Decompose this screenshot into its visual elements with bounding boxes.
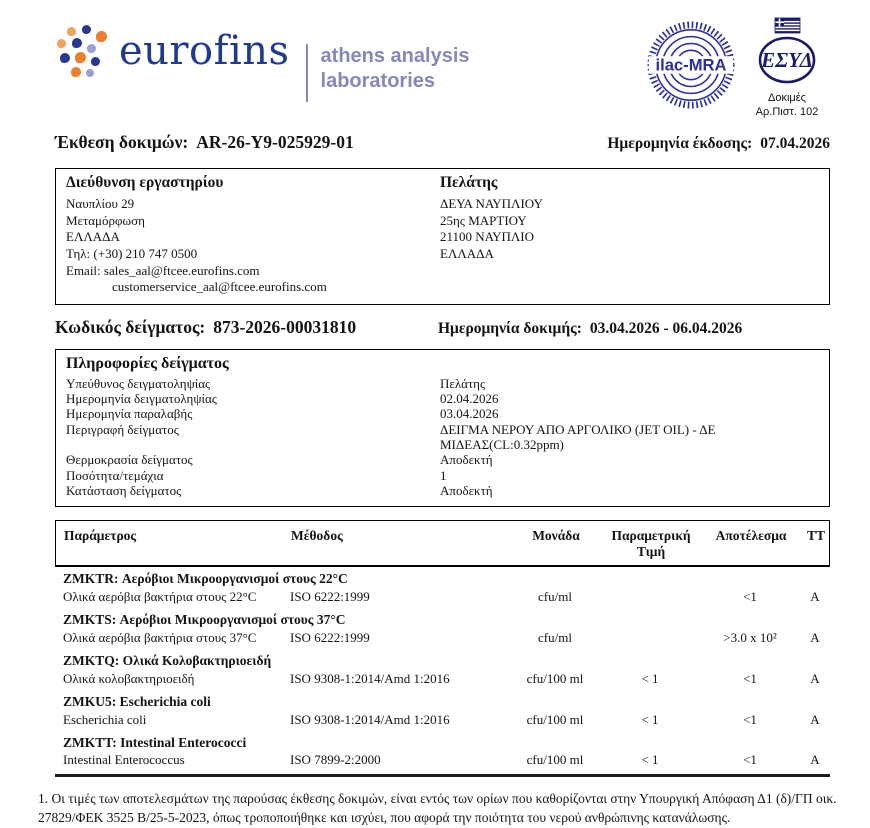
cell-tt: A — [810, 711, 820, 727]
cell-result: <1 — [743, 711, 757, 727]
sample-info-row — [66, 406, 819, 421]
lab-email-1: Email: sales_aal@ftcee.eurofins.com — [66, 262, 260, 278]
sample-info-row — [66, 452, 819, 467]
sample-info-row — [66, 422, 819, 453]
lab-address-column — [66, 174, 440, 296]
cell-parametric: < 1 — [641, 670, 659, 686]
cell-result: <1 — [743, 589, 757, 605]
col-header-result: Αποτέλεσμα — [715, 528, 787, 544]
sample-info-label: Ημερομηνία παραλαβής — [66, 406, 193, 422]
accreditation-marks — [647, 16, 830, 120]
sample-info-value: 02.04.2026 — [440, 391, 499, 407]
sample-info-label: Περιγραφή δείγματος — [66, 421, 179, 437]
sample-info-value: Αποδεκτή — [440, 452, 493, 468]
cell-tt: A — [810, 589, 820, 605]
sub-brand-line2: laboratories — [320, 69, 436, 92]
col-header-parameter: Παράμετρος — [64, 528, 137, 544]
test-date-label: Ημερομηνία δοκιμής: — [438, 319, 582, 337]
ilac-mra-logo-icon — [647, 16, 735, 119]
results-table-header — [55, 520, 830, 567]
esyd-logo-icon — [744, 16, 830, 120]
cell-method: ISO 9308-1:2014/Amd 1:2016 — [290, 670, 450, 686]
cell-method: ISO 9308-1:2014/Amd 1:2016 — [290, 711, 450, 727]
cell-parametric — [600, 590, 700, 605]
cell-method: ISO 7899-2:2000 — [290, 752, 381, 768]
sample-info-box — [55, 349, 830, 508]
cell-unit: cfu/100 ml — [526, 670, 584, 686]
sub-brand-name — [321, 44, 470, 94]
sample-info-label: Θερμοκρασία δείγματος — [66, 452, 193, 468]
cell-unit: cfu/100 ml — [526, 711, 584, 727]
test-date-value: 03.04.2026 - 06.04.2026 — [589, 319, 743, 337]
table-row — [55, 628, 830, 649]
report-number: AR-26-Y9-025929-01 — [196, 132, 354, 152]
sample-info-label: Ημερομηνία δειγματοληψίας — [66, 391, 217, 407]
group-title: ZMKTR: Αερόβιοι Μικροοργανισμοί στους 22°C — [63, 571, 348, 587]
cell-unit: cfu/100 ml — [526, 752, 584, 768]
brand-name: eurofins — [119, 28, 290, 74]
report-title — [55, 132, 354, 153]
ilac-mra-label: ilac-MRA — [655, 55, 727, 75]
cell-parameter: Ολικά κολοβακτηριοειδή — [63, 670, 195, 686]
sample-info-value: 03.04.2026 — [440, 406, 499, 422]
client-line: ΕΛΛΑΔΑ — [440, 245, 494, 261]
lab-address-line: Ναυπλίου 29 — [66, 196, 135, 211]
sample-info-value: Αποδεκτή — [440, 483, 493, 499]
sample-info-label: Ποσότητα/τεμάχια — [66, 467, 164, 483]
greek-flag-icon — [775, 18, 800, 33]
sample-info-row — [66, 376, 819, 391]
address-box — [55, 168, 830, 305]
sample-info-label: Υπεύθυνος δειγματοληψίας — [66, 375, 211, 391]
eurofins-logo-dots-icon — [55, 25, 111, 81]
report-title-label: Έκθεση δοκιμών: — [55, 132, 189, 152]
cell-parametric: < 1 — [641, 711, 659, 727]
brand-divider — [306, 44, 308, 102]
cell-method: ISO 6222:1999 — [290, 589, 370, 605]
footer-note: 1. Οι τιμές των αποτελεσμάτων της παρούσας έκθεσης δοκιμών, είναι εντός των ορίων που καθορίζονται στην Υπουργική Απόφαση Δ1 (δ)/ΓΠ οικ. 27829/ΦΕΚ 3525 Β/25-5-2023, όπως τροποποιήθηκε και ισχύει, που αφορά την ποιότητα του νερού ανθρώπινης κατανάλωσης. — [38, 791, 837, 826]
eurofins-brand — [55, 22, 470, 102]
sample-info-row — [66, 483, 819, 498]
cell-parameter: Ολικά αερόβια βακτήρια στους 22°C — [63, 589, 257, 605]
cell-tt: A — [810, 670, 820, 686]
group-title: ZMKTQ: Ολικά Κολοβακτηριοειδή — [63, 652, 272, 668]
esyd-label: ΕΣΥΔ — [761, 48, 813, 72]
sample-info-label: Κατάσταση δείγματος — [66, 483, 182, 499]
cell-unit: cfu/ml — [538, 589, 572, 605]
cell-result: <1 — [743, 752, 757, 768]
esyd-caption — [744, 92, 830, 120]
issue-date-label: Ημερομηνία έκδοσης: — [607, 135, 753, 152]
cell-parameter: Ολικά αερόβια βακτήρια στους 37°C — [63, 630, 257, 646]
esyd-caption-line1: Δοκιμές — [768, 92, 806, 104]
table-row — [55, 750, 830, 771]
group-title: ZMKTS: Αερόβιοι Μικροοργανισμοί στους 37°C — [63, 612, 346, 628]
lab-address-line: ΕΛΛΑΔΑ — [66, 229, 120, 245]
sample-info-row — [66, 468, 819, 483]
client-column — [440, 174, 819, 296]
cell-result: <1 — [743, 670, 757, 686]
sample-code-label: Κωδικός δείγματος: — [55, 316, 206, 337]
col-header-unit: Μονάδα — [532, 528, 580, 544]
esyd-caption-line2: Αρ.Πιστ. 102 — [755, 105, 819, 118]
col-header-method: Μέθοδος — [291, 528, 343, 544]
cell-unit: cfu/ml — [538, 630, 572, 646]
cell-method: ISO 6222:1999 — [290, 630, 370, 646]
issue-date — [607, 135, 830, 153]
header — [55, 22, 830, 118]
client-heading: Πελάτης — [440, 174, 498, 191]
sample-info-value: 1 — [440, 467, 447, 483]
title-row — [55, 132, 830, 153]
group-title: ZMKU5: Escherichia coli — [63, 693, 211, 709]
sample-info-row — [66, 391, 819, 406]
table-row — [55, 710, 830, 731]
cell-parameter: Intestinal Enterococcus — [63, 752, 185, 768]
lab-email-2: customerservice_aal@ftcee.eurofins.com — [112, 279, 327, 295]
group-title: ZMKTT: Intestinal Enterococci — [63, 734, 247, 750]
cell-tt: A — [810, 752, 820, 768]
sample-info-value: Πελάτης — [440, 375, 486, 391]
cell-parametric: < 1 — [641, 752, 659, 768]
sample-code-value: 873-2026-00031810 — [213, 316, 357, 337]
sample-info-heading: Πληροφορίες δείγματος — [66, 354, 229, 372]
client-line: 21100 ΝΑΥΠΛΙΟ — [440, 229, 534, 245]
col-header-tt: TT — [806, 528, 825, 544]
cell-parametric — [600, 631, 700, 646]
cell-tt: A — [810, 630, 820, 646]
sample-code-row — [55, 317, 830, 338]
lab-address-line: Μεταμόρφωση — [66, 212, 145, 228]
sample-info-value: ΔΕΙΓΜΑ ΝΕΡΟΥ ΑΠΟ ΑΡΓΟΛΙΚΟ (JET OIL) - ΔΕ ΜΙΔΕΑΣ(CL:0.32ppm) — [440, 421, 716, 453]
lab-address-heading: Διεύθυνση εργαστηρίου — [66, 174, 224, 191]
lab-phone: Τηλ: (+30) 210 747 0500 — [66, 245, 198, 261]
table-row — [55, 669, 830, 690]
client-line: ΔΕΥΑ ΝΑΥΠΛΙΟΥ — [440, 196, 543, 211]
col-header-parametric-value: Παραμετρική Τιμή — [611, 528, 691, 559]
client-line: 25ης ΜΑΡΤΙΟΥ — [440, 212, 527, 228]
issue-date-value: 07.04.2026 — [760, 135, 830, 152]
sample-code — [55, 317, 438, 338]
table-row — [55, 587, 830, 608]
test-date — [438, 320, 830, 338]
sub-brand-line1: athens analysis — [320, 45, 470, 67]
cell-result: >3.0 x 10² — [723, 630, 777, 646]
cell-parameter: Escherichia coli — [63, 711, 147, 727]
results-table — [55, 520, 830, 777]
